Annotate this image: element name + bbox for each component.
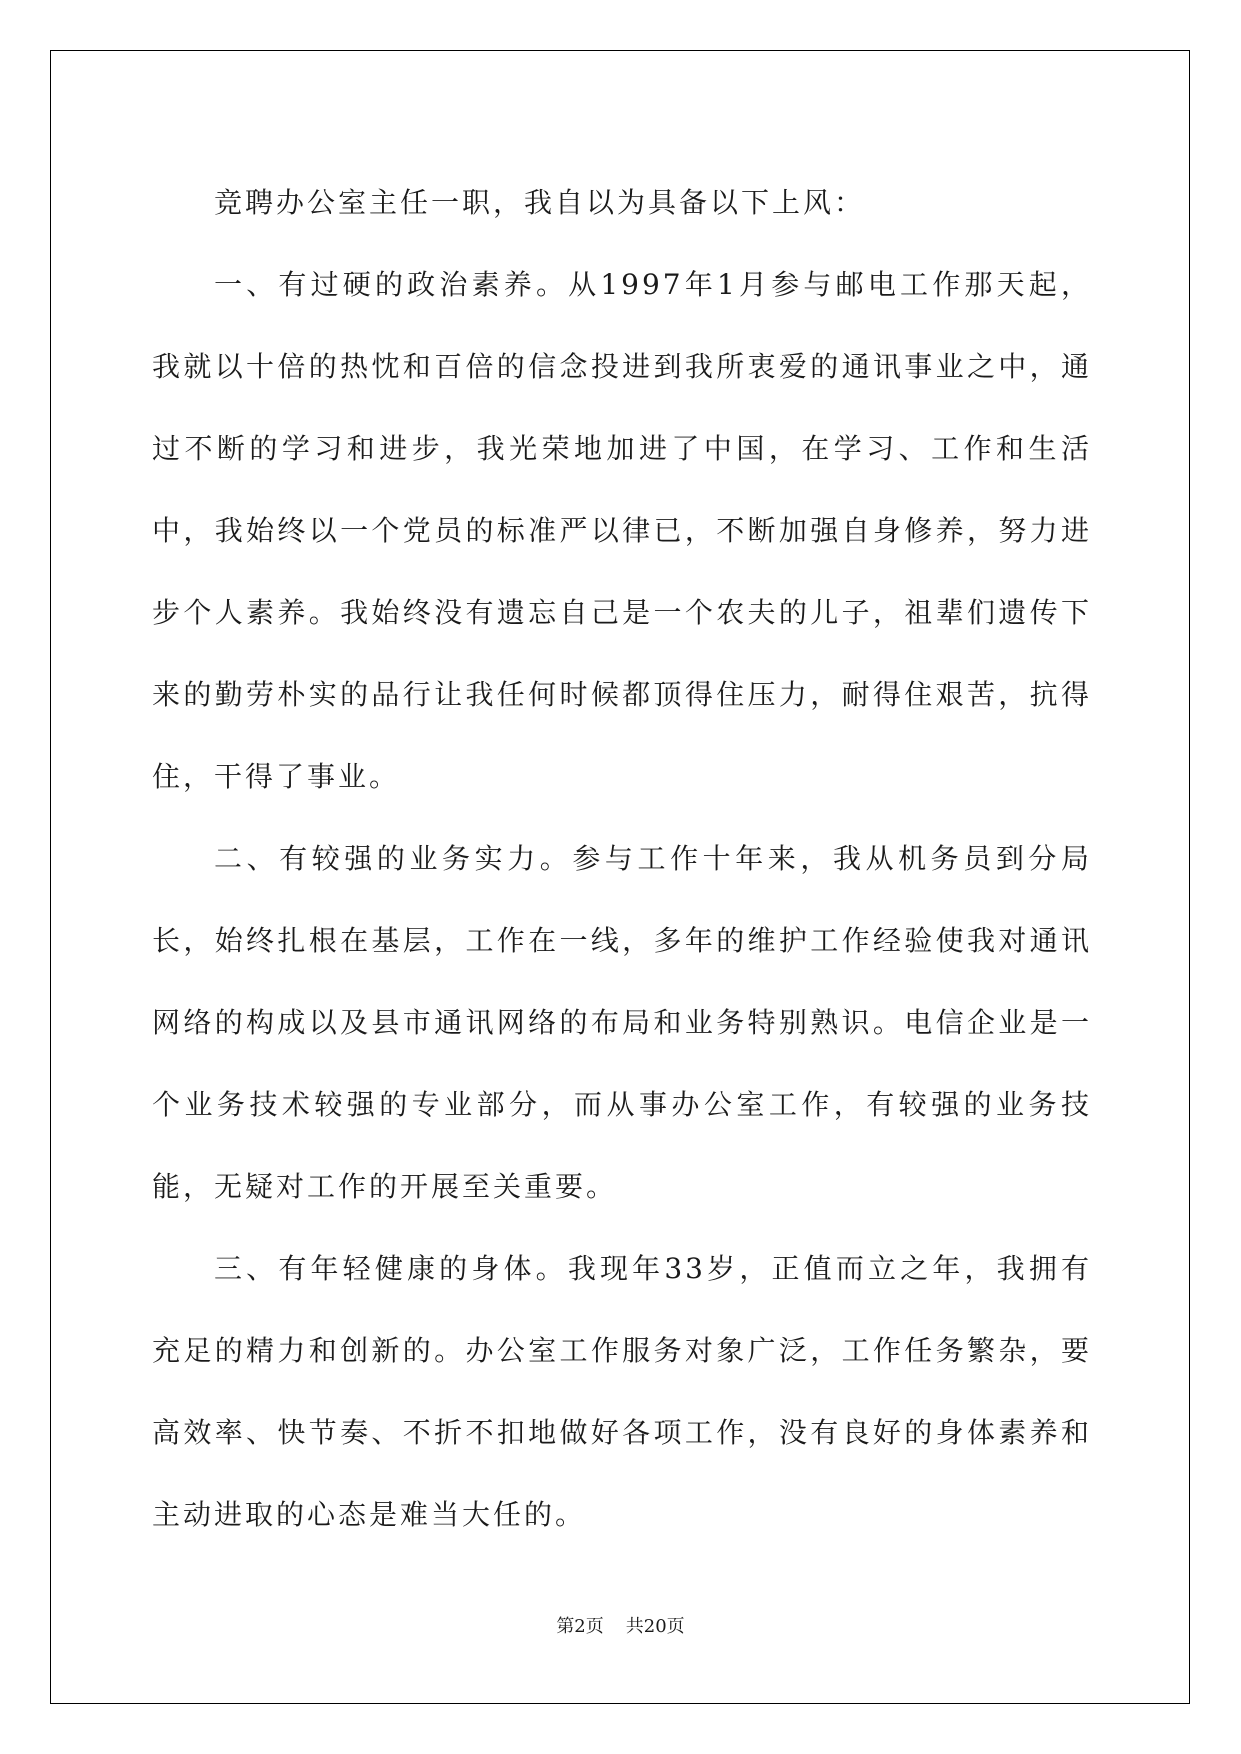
paragraph-business-ability: 二、有较强的业务实力。参与工作十年来，我从机务员到分局长，始终扎根在基层，工作在一线，多年的维护工作经验使我对通讯网络的构成以及县市通讯网络的布局和业务特别熟识。电信企业是一个业务技术较强的专业部分，而从事办公室工作，有较强的业务技能，无疑对工作的开展至关重要。 — [152, 842, 1092, 1203]
paragraph-political-quality: 一、有过硬的政治素养。从1997年1月参与邮电工作那天起，我就以十倍的热忱和百倍的信念投进到我所衷爱的通讯事业之中，通过不断的学习和进步，我光荣地加进了中国，在学习、工作和生活中，我始终以一个党员的标准严以律已，不断加强自身修养，努力进步个人素养。我始终没有遗忘自己是一个农夫的儿子，祖辈们遗传下来的勤劳朴实的品行让我任何时候都顶得住压力，耐得住艰苦，抗得住，干得了事业。 — [152, 268, 1092, 793]
page-footer — [0, 1612, 1241, 1638]
paragraph-intro: 竞聘办公室主任一职，我自以为具备以下上风： — [214, 186, 866, 219]
page-number: 第2页 — [556, 1616, 604, 1637]
page-total: 共20页 — [625, 1616, 685, 1637]
document-body — [152, 162, 1092, 1556]
paragraph-health: 三、有年轻健康的身体。我现年33岁，正值而立之年，我拥有充足的精力和创新的。办公室工作服务对象广泛，工作任务繁杂，要高效率、快节奏、不折不扣地做好各项工作，没有良好的身体素养和主动进取的心态是难当大任的。 — [152, 1252, 1092, 1531]
